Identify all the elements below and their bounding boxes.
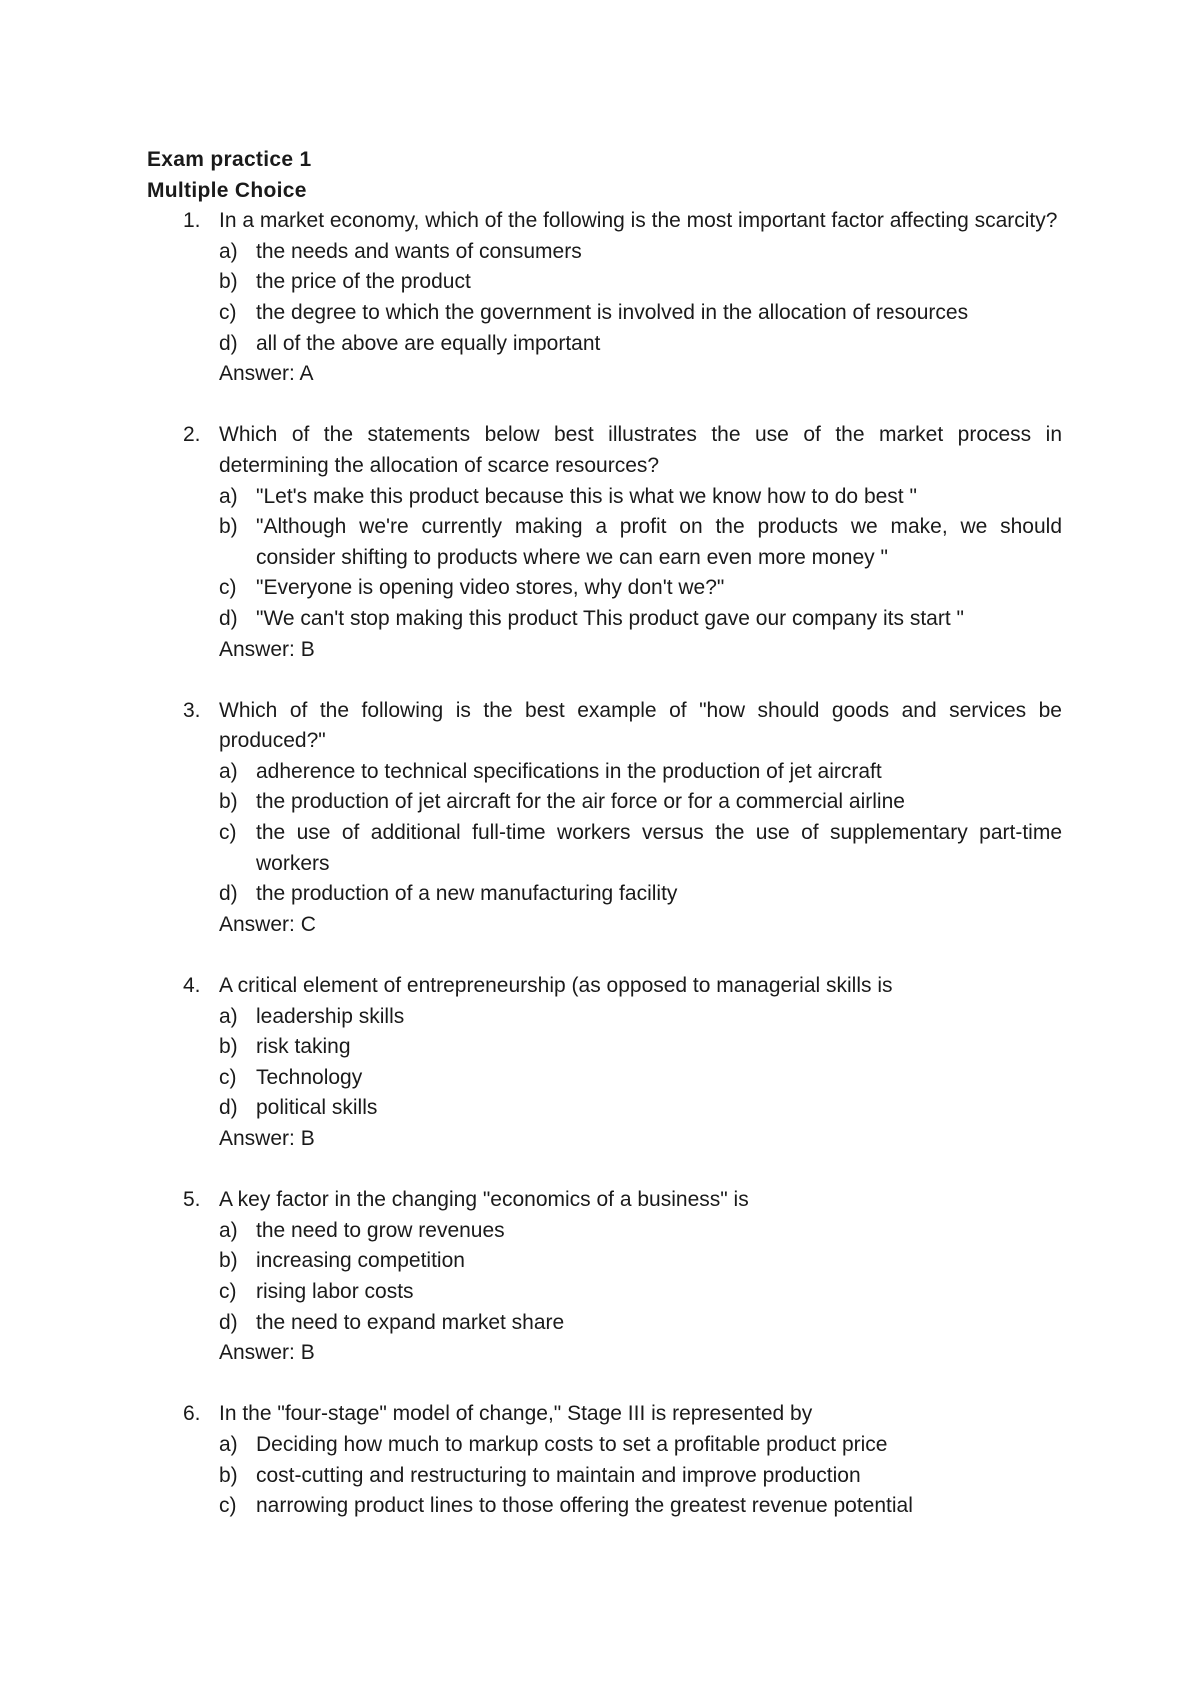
answer-option — [219, 329, 1062, 360]
question-item — [147, 1399, 1062, 1521]
answer-option — [219, 757, 1062, 788]
answer-option — [219, 787, 1062, 818]
option-letter: b) — [219, 1035, 238, 1059]
option-letter: b) — [219, 1249, 238, 1273]
option-text: "Everyone is opening video stores, why don't we?" — [256, 576, 725, 600]
option-letter: c) — [219, 821, 237, 845]
answer-option — [219, 879, 1062, 910]
question-text: Which of the following is the best example of "how should goods and services be produced?" — [219, 698, 1062, 753]
option-letter: d) — [219, 1096, 238, 1120]
option-text: rising labor costs — [256, 1279, 414, 1303]
option-text: "Although we're currently making a profit on the products we make, we should consider shifting to products where we can earn even more money " — [256, 515, 1062, 569]
question-item — [147, 696, 1062, 941]
question-number: 5. — [183, 1188, 201, 1212]
section-heading: Multiple Choice — [147, 178, 307, 202]
answer-option — [219, 267, 1062, 298]
answer-option — [219, 1216, 1062, 1247]
document-title: Exam practice 1 — [147, 148, 312, 171]
option-letter: c) — [219, 1494, 237, 1518]
answer-option — [219, 237, 1062, 268]
option-letter: b) — [219, 1463, 238, 1487]
answer-option — [219, 1277, 1062, 1308]
option-letter: a) — [219, 484, 238, 508]
option-letter: a) — [219, 759, 238, 783]
option-text: Technology — [256, 1065, 363, 1089]
document-content — [147, 145, 1062, 1552]
question-item — [147, 206, 1062, 390]
answer-key: Answer: B — [219, 1127, 315, 1150]
option-text: all of the above are equally important — [256, 331, 601, 355]
answer-option — [219, 818, 1062, 879]
option-text: the price of the product — [256, 270, 471, 294]
answer-options — [219, 237, 1062, 359]
option-text: increasing competition — [256, 1249, 465, 1273]
question-number: 4. — [183, 974, 201, 998]
question-list — [147, 206, 1062, 1522]
answer-option — [219, 1461, 1062, 1492]
question-number: 2. — [183, 423, 201, 447]
option-letter: d) — [219, 606, 238, 630]
option-text: risk taking — [256, 1035, 351, 1059]
answer-option — [219, 1002, 1062, 1033]
question-text: A critical element of entrepreneurship (as opposed to managerial skills is — [219, 974, 893, 998]
option-letter: c) — [219, 576, 237, 600]
option-letter: b) — [219, 790, 238, 814]
answer-option — [219, 512, 1062, 573]
answer-key: Answer: C — [219, 912, 316, 936]
answer-option — [219, 1032, 1062, 1063]
answer-option — [219, 1246, 1062, 1277]
answer-option — [219, 1308, 1062, 1339]
option-text: the need to expand market share — [256, 1310, 565, 1334]
question-number: 6. — [183, 1402, 201, 1426]
answer-options — [219, 482, 1062, 635]
option-text: "We can't stop making this product This product gave our company its start " — [256, 606, 964, 630]
option-text: the needs and wants of consumers — [256, 239, 582, 263]
answer-option — [219, 1093, 1062, 1124]
question-item — [147, 420, 1062, 665]
answer-options — [219, 1002, 1062, 1124]
answer-option — [219, 604, 1062, 635]
option-text: cost-cutting and restructuring to maintain and improve production — [256, 1463, 861, 1487]
option-text: political skills — [256, 1096, 378, 1120]
option-text: adherence to technical specifications in the production of jet aircraft — [256, 759, 882, 783]
question-text: In a market economy, which of the following is the most important factor affecting scarcity? — [219, 209, 1058, 233]
option-letter: c) — [219, 300, 237, 324]
answer-option — [219, 1063, 1062, 1094]
option-text: narrowing product lines to those offering the greatest revenue potential — [256, 1494, 913, 1518]
option-text: the production of a new manufacturing facility — [256, 882, 678, 906]
option-text: "Let's make this product because this is what we know how to do best " — [256, 484, 917, 508]
option-letter: c) — [219, 1065, 237, 1089]
answer-option — [219, 1491, 1062, 1522]
option-text: the need to grow revenues — [256, 1218, 505, 1242]
answer-key: Answer: A — [219, 362, 314, 386]
option-letter: a) — [219, 1432, 238, 1456]
question-number: 1. — [183, 209, 201, 233]
answer-option — [219, 298, 1062, 329]
answer-key: Answer: B — [219, 1341, 315, 1365]
option-text: the production of jet aircraft for the air force or for a commercial airline — [256, 790, 905, 814]
option-letter: a) — [219, 1004, 238, 1028]
option-letter: c) — [219, 1279, 237, 1303]
question-item — [147, 1185, 1062, 1369]
answer-option — [219, 1430, 1062, 1461]
answer-options — [219, 757, 1062, 910]
question-text: Which of the statements below best illustrates the use of the market process in determining the allocation of scarce resources? — [219, 423, 1062, 477]
option-text: the use of additional full-time workers versus the use of supplementary part-time workers — [256, 821, 1062, 875]
option-letter: d) — [219, 331, 238, 355]
question-text: In the "four-stage" model of change," Stage III is represented by — [219, 1402, 813, 1426]
option-letter: a) — [219, 1218, 238, 1242]
answer-options — [219, 1216, 1062, 1338]
answer-options — [219, 1430, 1062, 1522]
question-item — [147, 971, 1062, 1155]
answer-option — [219, 573, 1062, 604]
answer-option — [219, 482, 1062, 513]
option-letter: d) — [219, 882, 238, 906]
option-text: Deciding how much to markup costs to set a profitable product price — [256, 1432, 888, 1456]
question-number: 3. — [183, 698, 201, 722]
option-letter: b) — [219, 515, 238, 539]
answer-key: Answer: B — [219, 637, 315, 661]
option-letter: d) — [219, 1310, 238, 1334]
question-text: A key factor in the changing "economics of a business" is — [219, 1188, 749, 1212]
option-letter: b) — [219, 270, 238, 294]
option-text: the degree to which the government is involved in the allocation of resources — [256, 300, 969, 324]
option-letter: a) — [219, 239, 238, 263]
option-text: leadership skills — [256, 1004, 405, 1028]
